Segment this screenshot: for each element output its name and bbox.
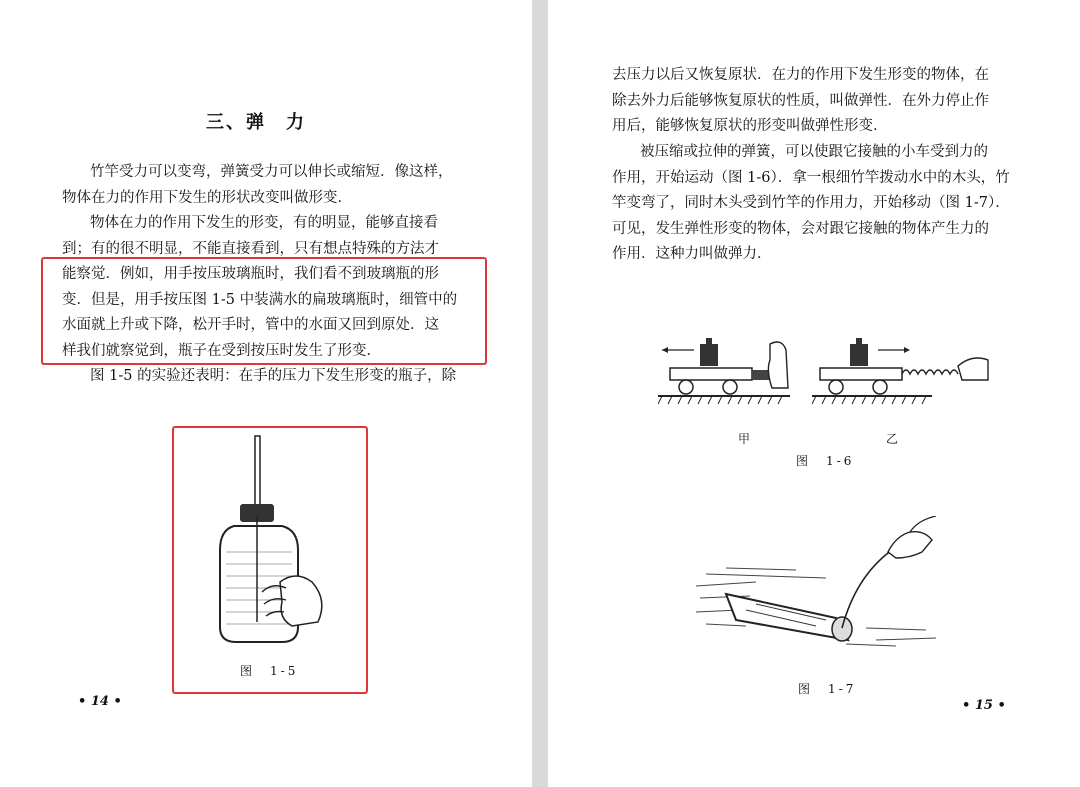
left-page: [0, 0, 532, 787]
figure-1-6-label-a: 甲: [738, 432, 754, 446]
left-page-number: • 14 •: [78, 694, 122, 709]
text-line: 作用．这种力叫做弹力．: [612, 246, 772, 262]
text-line: 可见，发生弹性形变的物体，会对跟它接触的物体产生力的: [612, 220, 989, 237]
text-line: 物体在力的作用下发生的形状改变叫做形变．: [62, 189, 352, 206]
right-page: [548, 0, 1080, 787]
left-paragraph-3: [62, 262, 457, 364]
right-paragraph-2: [612, 140, 1010, 268]
text-line: 除去外力后能够恢复原状的性质，叫做弹性．在外力停止作: [612, 92, 989, 109]
section-title: 三、弹 力: [206, 112, 306, 133]
text-line: 变．但是，用手按压图 1-5 中装满水的扁玻璃瓶时，细管中的: [62, 291, 458, 308]
book-spine: [532, 0, 548, 787]
text-line: 作用，开始运动（图 1-6）．拿一根细竹竿拨动水中的木头，竹: [612, 169, 1010, 186]
left-paragraph-2: [62, 211, 439, 262]
log-water-figure: [696, 516, 946, 656]
text-line: 用后，能够恢复原状的形变叫做弹性形变．: [612, 118, 888, 134]
text-line: 被压缩或拉伸的弹簧，可以使跟它接触的小车受到力的: [640, 144, 988, 160]
left-paragraph-1: [62, 160, 453, 211]
figure-1-7-caption: 图 1-7: [798, 682, 857, 696]
figure-1-6-label-b: 乙: [886, 432, 902, 446]
text-line: 竹竿受力可以变弯，弹簧受力可以伸长或缩短．像这样，: [90, 164, 453, 180]
figure-1-6-caption: 图 1-6: [796, 454, 855, 468]
text-line: 图 1-5 的实验还表明：在手的压力下发生形变的瓶子，除: [90, 368, 457, 384]
text-line: 样我们就察觉到，瓶子在受到按压时发生了形变．: [62, 342, 381, 359]
cart-figure-b: [812, 330, 992, 412]
text-line: 竿变弯了，同时木头受到竹竿的作用力，开始移动（图 1-7）．: [612, 195, 1010, 211]
figure-1-5-caption: 图 1-5: [240, 664, 299, 678]
text-line: 去压力以后又恢复原状．在力的作用下发生形变的物体，在: [612, 67, 989, 83]
cart-figure-a: [658, 330, 798, 412]
text-line: 到；有的很不明显，不能直接看到，只有想点特殊的方法才: [62, 240, 439, 257]
left-paragraph-4: [90, 364, 456, 390]
bottle-figure: [200, 432, 340, 650]
right-page-number: • 15 •: [962, 698, 1006, 713]
text-line: 水面就上升或下降，松开手时，管中的水面又回到原处．这: [62, 317, 439, 333]
text-line: 能察觉．例如，用手按压玻璃瓶时，我们看不到玻璃瓶的形: [62, 266, 439, 282]
right-paragraph-1: [612, 63, 989, 140]
text-line: 物体在力的作用下发生的形变，有的明显，能够直接看: [90, 215, 438, 231]
